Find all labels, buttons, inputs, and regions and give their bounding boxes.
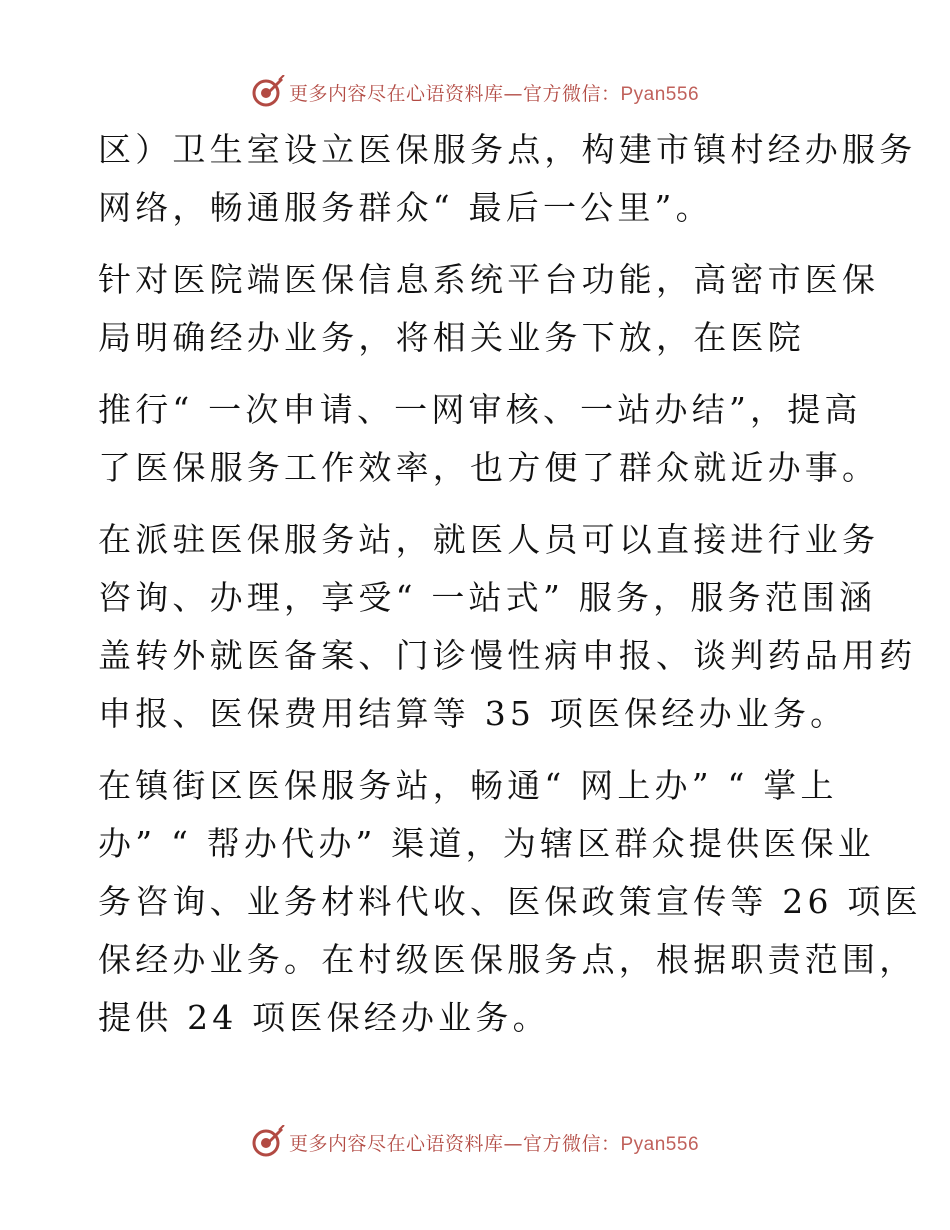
paragraph-line: 保经办业务。在村级医保服务点，根据职责范围， bbox=[98, 940, 917, 979]
quill-logo-icon bbox=[251, 1125, 285, 1159]
paragraph-line: 推行“ 一次申请、一网审核、一站办结”，提高 bbox=[98, 390, 862, 429]
paragraph-line: 务咨询、业务材料代收、医保政策宣传等 26 项医 bbox=[98, 882, 922, 921]
paragraph-line: 提供 24 项医保经办业务。 bbox=[98, 998, 550, 1037]
watermark-wechat-id: Pyan556 bbox=[620, 1133, 700, 1155]
paragraph-gap bbox=[98, 237, 858, 251]
paragraph-line: 了医保服务工作效率，也方便了群众就近办事。 bbox=[98, 448, 880, 487]
watermark-text: 更多内容尽在心语资料库—官方微信：Pyan556 bbox=[288, 1132, 700, 1155]
paragraph-gap bbox=[98, 367, 858, 381]
paragraph-line: 区）卫生室设立医保服务点，构建市镇村经办服务 bbox=[98, 130, 917, 169]
watermark-text: 更多内容尽在心语资料库—官方微信：Pyan556 bbox=[288, 82, 700, 105]
paragraph-line: 网络，畅通服务群众“ 最后一公里”。 bbox=[98, 188, 713, 227]
quill-logo-icon bbox=[251, 75, 285, 109]
footer-watermark bbox=[0, 1122, 950, 1162]
watermark-wechat-id: Pyan556 bbox=[620, 83, 700, 105]
paragraph bbox=[98, 381, 880, 497]
paragraph bbox=[98, 757, 922, 1047]
paragraph-line: 在镇街区医保服务站，畅通“ 网上办” “ 掌上 bbox=[98, 766, 838, 805]
paragraph-gap bbox=[98, 743, 858, 757]
paragraph-line: 盖转外就医备案、门诊慢性病申报、谈判药品用药 bbox=[98, 636, 917, 675]
paragraph-line: 咨询、办理，享受“ 一站式” 服务，服务范围涵 bbox=[98, 578, 877, 617]
paragraph-line: 针对医院端医保信息系统平台功能，高密市医保 bbox=[98, 260, 880, 299]
paragraph bbox=[98, 511, 917, 743]
paragraph-line: 局明确经办业务，将相关业务下放，在医院 bbox=[98, 318, 805, 357]
paragraph bbox=[98, 251, 880, 367]
paragraph-line: 办” “ 帮办代办” 渠道，为辖区群众提供医保业 bbox=[98, 824, 875, 863]
paragraph-gap bbox=[98, 497, 858, 511]
paragraph bbox=[98, 121, 917, 237]
paragraph-line: 申报、医保费用结算等 35 项医保经办业务。 bbox=[98, 694, 848, 733]
document-body bbox=[98, 121, 922, 1047]
header-watermark bbox=[0, 72, 950, 112]
paragraph-line: 在派驻医保服务站，就医人员可以直接进行业务 bbox=[98, 520, 880, 559]
